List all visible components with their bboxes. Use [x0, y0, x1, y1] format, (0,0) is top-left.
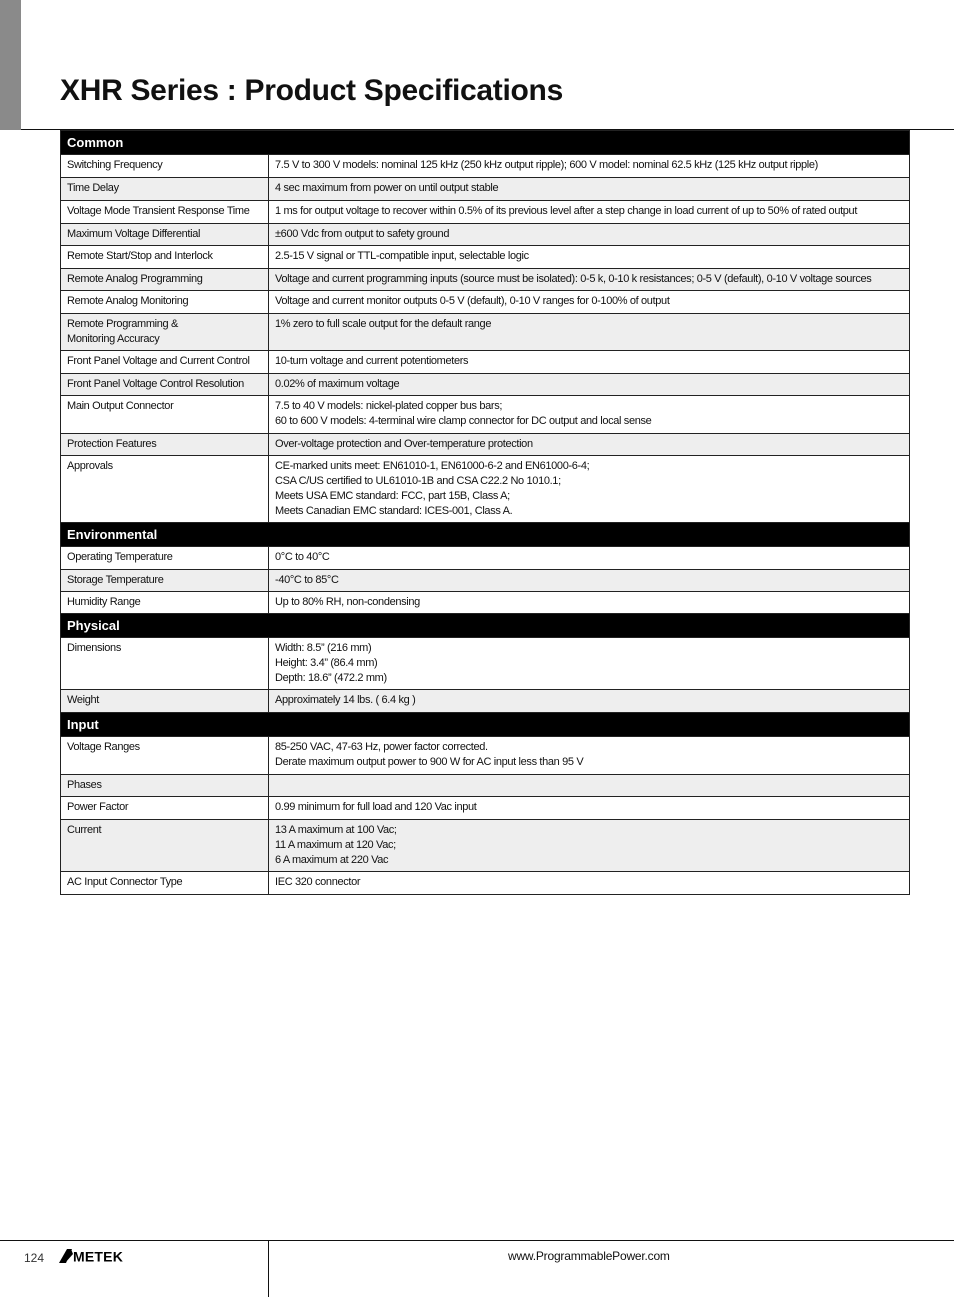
spec-row	[61, 872, 910, 895]
spec-label: Time Delay	[61, 178, 269, 201]
spec-row	[61, 291, 910, 314]
spec-value: IEC 320 connector	[269, 872, 910, 895]
spec-row	[61, 592, 910, 614]
spec-row	[61, 638, 910, 690]
footer-vertical-divider	[268, 1240, 269, 1297]
spec-label: Remote Analog Monitoring	[61, 291, 269, 314]
spec-value: Voltage and current programming inputs (source must be isolated): 0-5 k, 0-10 k resistances; 0-5 V (default), 0-10 V voltage sources	[269, 269, 910, 291]
footer-divider	[0, 1240, 954, 1241]
spec-table	[60, 130, 910, 895]
spec-row	[61, 737, 910, 775]
spec-value: 2.5-15 V signal or TTL-compatible input, selectable logic	[269, 246, 910, 269]
spec-label: Switching Frequency	[61, 155, 269, 178]
spec-row	[61, 201, 910, 224]
spec-row	[61, 797, 910, 820]
section-title: Common	[61, 131, 910, 155]
section-title: Physical	[61, 614, 910, 638]
spec-label: Humidity Range	[61, 592, 269, 614]
section-title: Input	[61, 713, 910, 737]
spec-label: Remote Start/Stop and Interlock	[61, 246, 269, 269]
spec-value: 7.5 V to 300 V models: nominal 125 kHz (250 kHz output ripple); 600 V model: nominal 62.5 kHz (125 kHz output ripple)	[269, 155, 910, 178]
section-header	[61, 713, 910, 737]
spec-row	[61, 374, 910, 396]
spec-label: Storage Temperature	[61, 570, 269, 592]
spec-row	[61, 820, 910, 872]
ametek-logo	[59, 1248, 147, 1264]
spec-value: 1% zero to full scale output for the default range	[269, 314, 910, 351]
spec-label: Front Panel Voltage and Current Control	[61, 351, 269, 374]
spec-value: Up to 80% RH, non-condensing	[269, 592, 910, 614]
spec-row	[61, 246, 910, 269]
spec-label: AC Input Connector Type	[61, 872, 269, 895]
spec-row	[61, 351, 910, 374]
spec-row	[61, 775, 910, 797]
spec-label: Remote Analog Programming	[61, 269, 269, 291]
spec-row	[61, 434, 910, 456]
page-title: XHR Series : Product Specifications	[60, 74, 563, 107]
side-accent-bar	[0, 0, 21, 130]
spec-value: 7.5 to 40 V models: nickel-plated copper bus bars; 60 to 600 V models: 4-terminal wire clamp connector for DC output and local sense	[269, 396, 910, 434]
spec-label: Protection Features	[61, 434, 269, 456]
spec-value: 0.02% of maximum voltage	[269, 374, 910, 396]
spec-value: 10-turn voltage and current potentiometers	[269, 351, 910, 374]
section-header	[61, 614, 910, 638]
spec-label: Front Panel Voltage Control Resolution	[61, 374, 269, 396]
spec-value: Over-voltage protection and Over-temperature protection	[269, 434, 910, 456]
section-header	[61, 523, 910, 547]
spec-value: Voltage and current monitor outputs 0-5 V (default), 0-10 V ranges for 0-100% of output	[269, 291, 910, 314]
spec-label: Current	[61, 820, 269, 872]
website-url: www.ProgrammablePower.com	[508, 1249, 670, 1263]
spec-row	[61, 547, 910, 570]
spec-label: Power Factor	[61, 797, 269, 820]
svg-text:METEK: METEK	[73, 1248, 123, 1264]
spec-value: Width: 8.5” (216 mm) Height: 3.4” (86.4 mm) Depth: 18.6” (472.2 mm)	[269, 638, 910, 690]
spec-value: 0°C to 40°C	[269, 547, 910, 570]
spec-row	[61, 456, 910, 523]
spec-label: Dimensions	[61, 638, 269, 690]
section-header	[61, 131, 910, 155]
spec-label: Voltage Mode Transient Response Time	[61, 201, 269, 224]
spec-row	[61, 570, 910, 592]
spec-value: 1 ms for output voltage to recover within 0.5% of its previous level after a step change in load current of up to 50% of rated output	[269, 201, 910, 224]
section-title: Environmental	[61, 523, 910, 547]
spec-row	[61, 155, 910, 178]
spec-value	[269, 775, 910, 797]
spec-row	[61, 224, 910, 246]
spec-value: 13 A maximum at 100 Vac; 11 A maximum at 120 Vac; 6 A maximum at 220 Vac	[269, 820, 910, 872]
page-number: 124	[24, 1251, 45, 1265]
spec-label: Phases	[61, 775, 269, 797]
spec-row	[61, 269, 910, 291]
spec-value: CE-marked units meet: EN61010-1, EN61000-6-2 and EN61000-6-4; CSA C/US certified to UL61010-1B and CSA C22.2 No 1010.1; Meets USA EMC standard: FCC, part 15B, Class A; Meets Canadian EMC standard: ICES-001, Class A.	[269, 456, 910, 523]
spec-label: Remote Programming & Monitoring Accuracy	[61, 314, 269, 351]
spec-value: Approximately 14 lbs. ( 6.4 kg )	[269, 690, 910, 713]
spec-label: Main Output Connector	[61, 396, 269, 434]
spec-label: Weight	[61, 690, 269, 713]
spec-label: Operating Temperature	[61, 547, 269, 570]
spec-row	[61, 396, 910, 434]
spec-value: 4 sec maximum from power on until output stable	[269, 178, 910, 201]
spec-label: Approvals	[61, 456, 269, 523]
spec-value: 0.99 minimum for full load and 120 Vac input	[269, 797, 910, 820]
spec-label: Maximum Voltage Differential	[61, 224, 269, 246]
spec-value: -40°C to 85°C	[269, 570, 910, 592]
spec-row	[61, 178, 910, 201]
spec-value: ±600 Vdc from output to safety ground	[269, 224, 910, 246]
spec-label: Voltage Ranges	[61, 737, 269, 775]
spec-row	[61, 690, 910, 713]
spec-row	[61, 314, 910, 351]
spec-value: 85-250 VAC, 47-63 Hz, power factor corrected. Derate maximum output power to 900 W for AC input less than 95 V	[269, 737, 910, 775]
